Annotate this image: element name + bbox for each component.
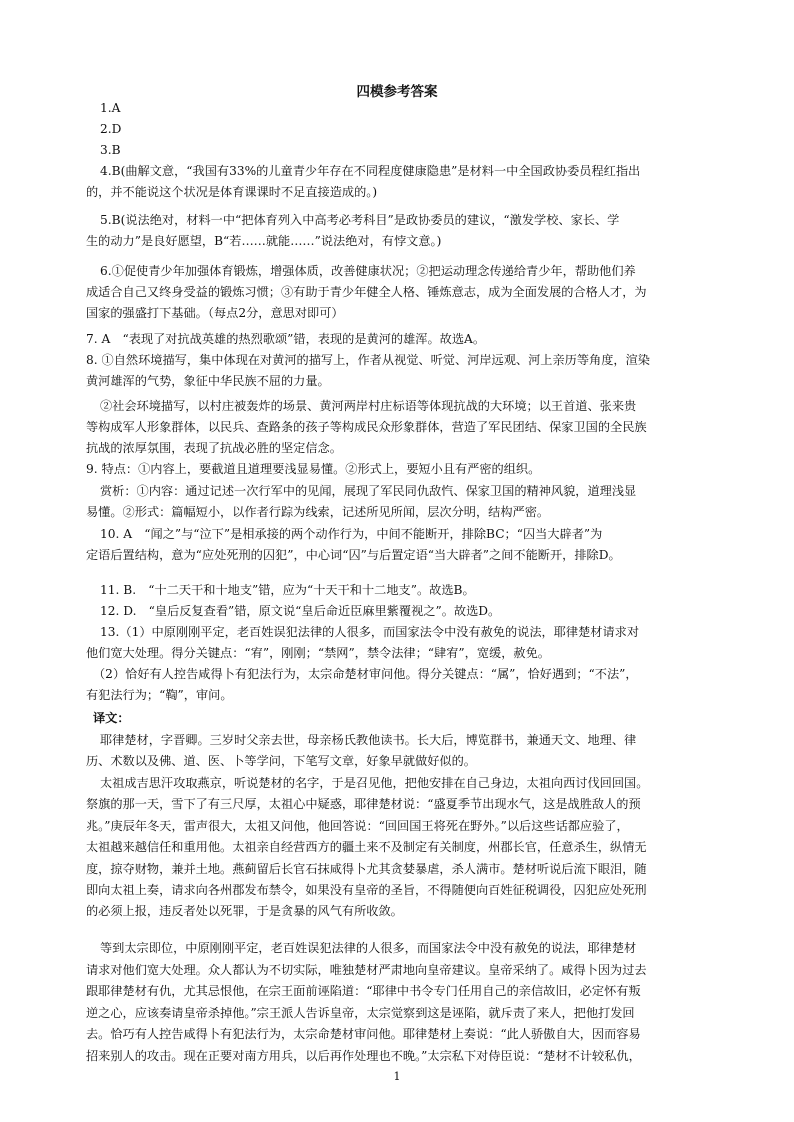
text-line: 跟耶律楚材有仇，尤其忌恨他，在宗王面前诬陷道：“耶律中书令专门任用自己的亲信故旧，必定怀有叛 [86,984,641,998]
text-line: 译文： [93,711,130,725]
text-line: ②社会环境描写，以村庄被轰炸的场景、黄河两岸村庄标语等体现抗战的大环境；以王首道、张来贵 [100,399,637,413]
text-line: 9. 特点：①内容上，要截道且道理要浅显易懂。②形式上，要短小且有严密的组织。 [86,462,541,476]
text-line: 去。恰巧有人控告咸得卜有犯法行为，太宗命楚材审问他。耶律楚材上奏说：“此人骄傲自大，因而容易 [86,1027,641,1041]
text-line: 易懂。②形式：篇幅短小，以作者行踪为线索，记述所见所闻，层次分明，结构严密。 [86,505,550,519]
text-line: 成适合自己又终身受益的锻炼习惯；③有助于青少年健全人格、锤炼意志，成为全面发展的合格人才，为 [86,285,647,299]
text-line: 定语后置结构，意为“应处死刑的囚犯”，中心词“囚”与后置定语“当大辟者”之间不能断开，排除D。 [86,548,621,562]
text-line: 国家的强盛打下基础。（每点2分，意思对即可） [86,306,344,320]
text-line: （2）恰好有人控告咸得卜有犯法行为，太宗命楚材审问他。得分关键点：“属”，恰好遇到；“不法”， [93,667,638,681]
text-line: 招来别人的攻击。现在正要对南方用兵，以后再作处理也不晚。”太宗私下对侍臣说：“楚材不计较私仇， [86,1049,641,1063]
text-line: 太祖成吉思汗攻取燕京，听说楚材的名字，于是召见他，把他安排在自己身边，太祖向西讨伐回回国。 [100,776,649,790]
text-line: 兆。”庚辰年冬天，雷声很大，太祖又问他，他回答说：“回回国王将死在野外。”以后这些话都应验了， [86,819,629,833]
text-line: 5.B(说法绝对，材料一中“把体育列入中高考必考科目”是政协委员的建议，“激发学校、家长、学 [100,213,620,227]
text-line: 8. ①自然环境描写，集中体现在对黄河的描写上，作者从视觉、听觉、河岸远观、河上亲历等角度，渲染 [86,353,650,367]
text-line: 11. B. “十二天干和十地支”错，应为“十天干和十二地支”。故选B。 [100,583,475,597]
text-line: 等构成军人形象群体，以民兵、查路条的孩子等构成民众形象群体，营造了军民团结、保家卫国的全民族 [86,420,647,434]
text-line: 赏析：①内容：通过记述一次行军中的见闻，展现了军民同仇敌忾、保家卫国的精神风貌，道理浅显 [100,484,637,498]
text-line: 等到太宗即位，中原刚刚平定，老百姓误犯法律的人很多，而国家法令中没有赦免的说法，耶律楚材 [100,941,637,955]
text-line: 2.D [100,122,122,136]
text-line: 耶律楚材，字晋卿。三岁时父亲去世，母亲杨氏教他读书。长大后，博览群书，兼通天文、地理、律 [100,733,637,747]
text-line: 太祖越来越信任和重用他。太祖亲自经营西方的疆土来不及制定有关制度，州郡长官，任意杀生，纵情无 [86,840,647,854]
text-line: 逆之心，应该奏请皇帝杀掉他。”宗王派人告诉皇帝，太宗觉察到这是诬陷，就斥责了来人，把他打发回 [86,1006,635,1020]
text-line: 4.B(曲解文意，“我国有33%的儿童青少年存在不同程度健康隐患”是材料一中全国政协委员程红指出 [100,164,641,178]
text-line: 有犯法行为；“鞫”，审问。 [86,688,233,702]
text-line: 12. D. “皇后反复查看”错，原文说“皇后命近臣麻里紫覆视之”。故选D。 [100,604,501,618]
text-line: 即向太祖上奏，请求向各州郡发布禁令，如果没有皇帝的圣旨，不得随便向百姓征税调役，囚犯应处死刑 [86,883,647,897]
text-line: 1.A [100,101,121,115]
text-line: 10. A “闻之”与“泣下”是相承接的两个动作行为，中间不能断开，排除BC；“囚当大辟者”为 [100,527,603,541]
text-line: 13.（1）中原刚刚平定，老百姓误犯法律的人很多，而国家法令中没有赦免的说法，耶律楚材请求对 [100,625,640,639]
page-number: 1 [393,1070,401,1083]
text-line: 的，并不能说这个状况是体育课课时不足直接造成的。) [86,185,378,199]
text-line: 他们宽大处理。得分关键点：“宥”，刚刚；“禁网”，禁令法律；“肆宥”，宽缓，赦免。 [86,646,550,660]
text-line: 历、术数以及佛、道、医、卜等学问，下笔写文章，好象早就做好似的。 [86,754,476,768]
text-line: 3.B [100,143,121,157]
text-line: 7. A “表现了对抗战英雄的热烈歌颂”错，表现的是黄河的雄浑。故选A。 [86,332,486,346]
text-line: 祭旗的那一天，雪下了有三尺厚，太祖心中疑惑，耶律楚材说：“盛夏季节出现水气，这是战胜敌人的预 [86,797,641,811]
text-line: 抗战的浓厚氛围，表现了抗战必胜的坚定信念。 [86,441,342,455]
page-title: 四模参考答案 [356,84,438,100]
text-line: 黄河雄浑的气势，象征中华民族不屈的力量。 [86,374,330,388]
text-line: 生的动力”是良好愿望，B“若……就能……”说法绝对，有悖文意。) [86,234,442,248]
text-line: 度，掠夺财物，兼并土地。燕蓟留后长官石抹咸得卜尤其贪婪暴虐，杀人满市。楚材听说后流下眼泪，随 [86,862,647,876]
text-line: 的必须上报，违反者处以死罪，于是贪暴的风气有所收敛。 [86,904,403,918]
text-line: 6.①促使青少年加强体育锻炼，增强体质，改善健康状况；②把运动理念传递给青少年，帮助他们养 [100,264,636,278]
text-line: 请求对他们宽大处理。众人都认为不切实际，唯独楚材严肃地向皇帝建议。皇帝采纳了。咸得卜因为过去 [86,963,647,977]
